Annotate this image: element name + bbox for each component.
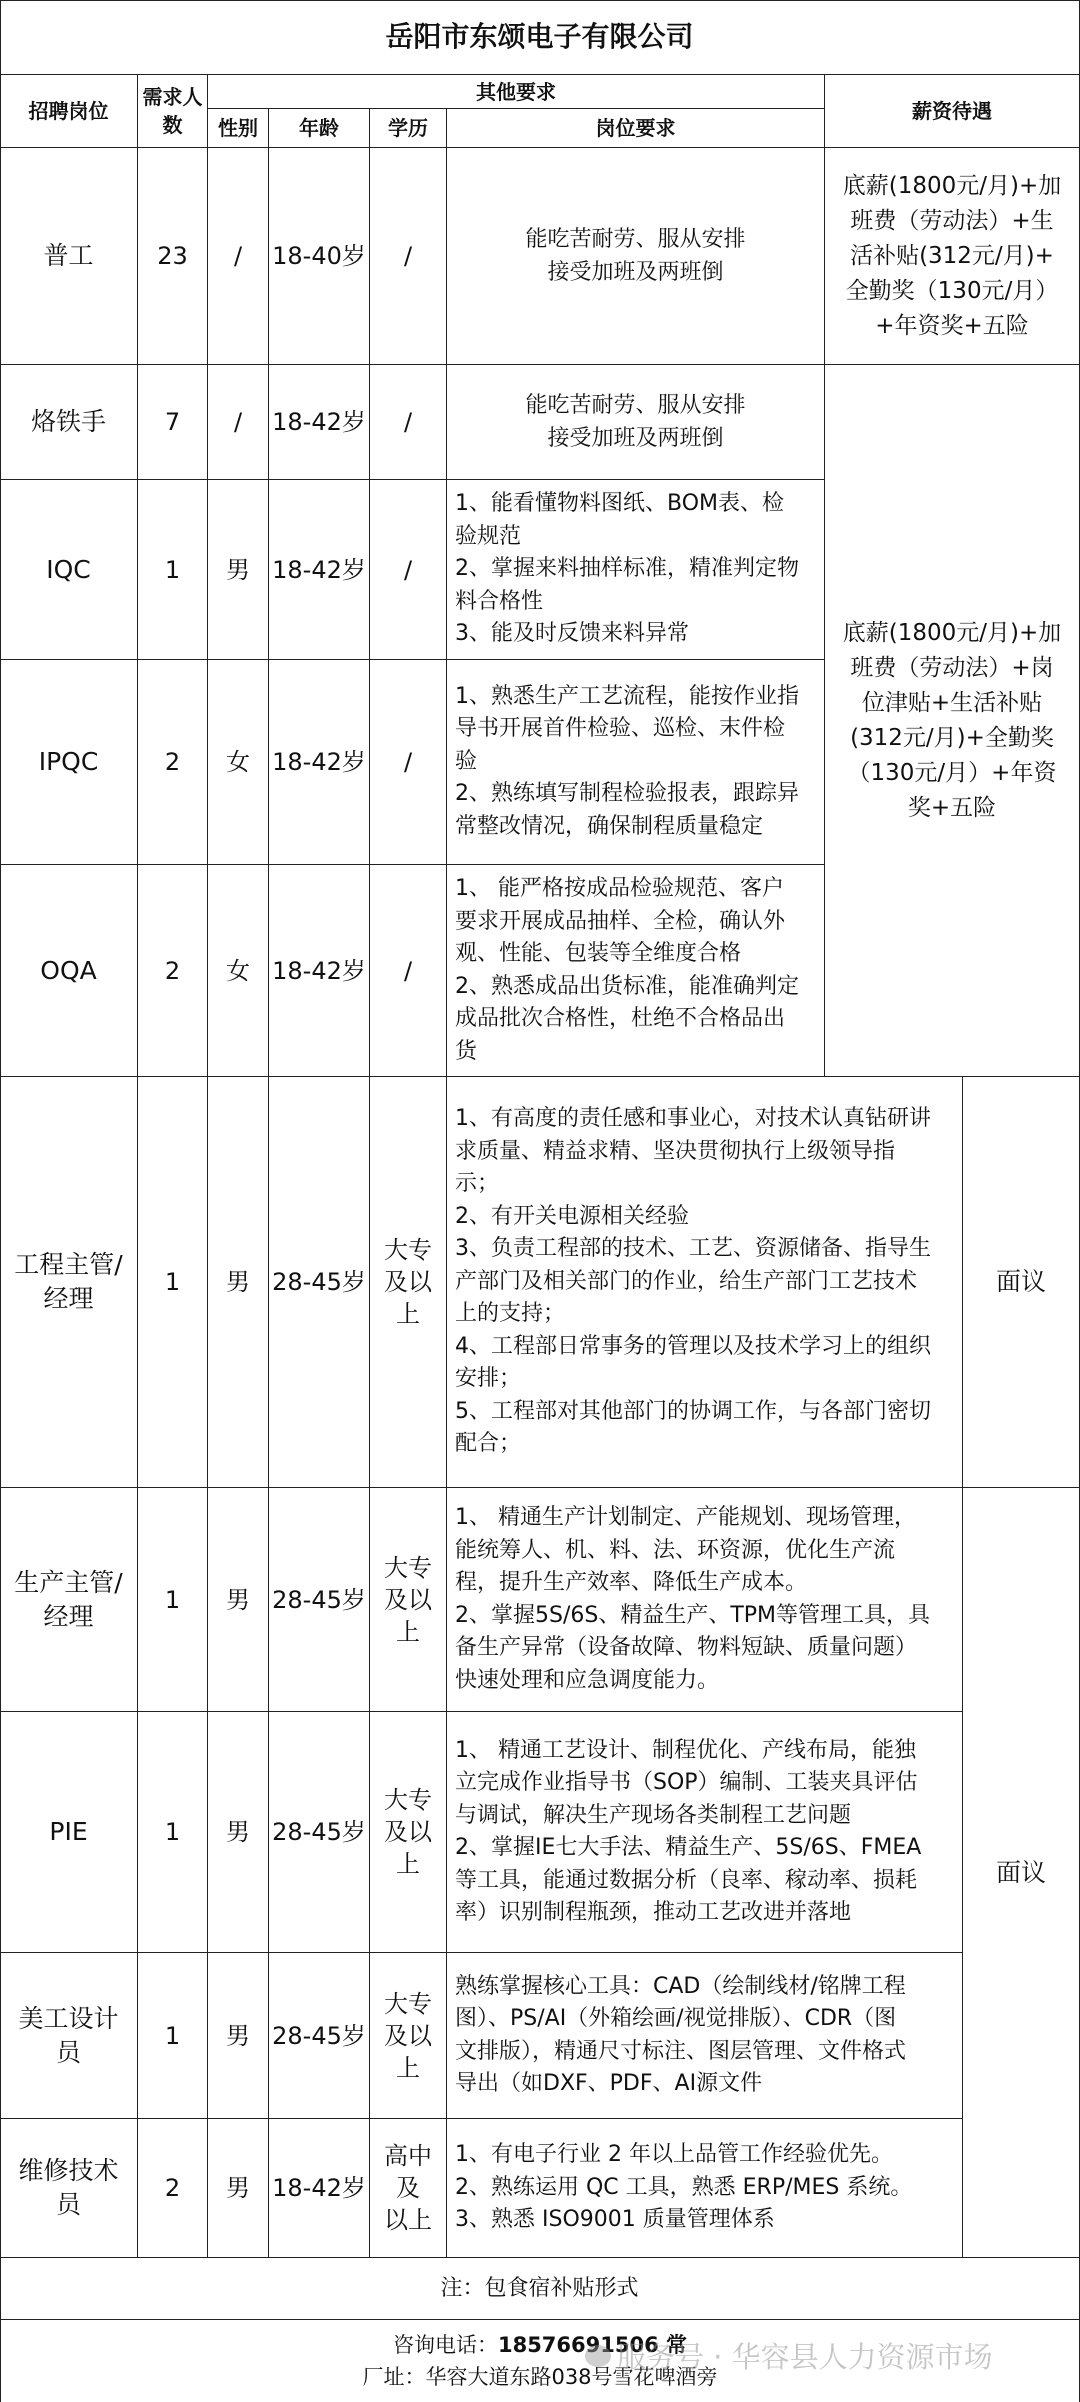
cell-requirements: 1、 精通生产计划制定、产能规划、现场管理， 能统筹人、机、料、法、环资源，优化生产流 程，提升生产效率、降低生产成本。 2、掌握5S/6S、精益生产、TPM等管理工具，具 备生产异常（设备故障、物料短缺、质量问题） 快速处理和应急调度能力。	[447, 1488, 963, 1712]
header-other-requirements: 其他要求	[208, 75, 825, 109]
cell-gender: 男	[208, 480, 269, 660]
cell-education: 大专 及以 上	[370, 1488, 447, 1712]
cell-position: 生产主管/ 经理	[0, 1488, 138, 1712]
cell-requirements: 1、有高度的责任感和事业心，对技术认真钻研讲 求质量、精益求精、坚决贯彻执行上级领导指 示； 2、有开关电源相关经验 3、负责工程部的技术、工艺、资源储备、指导生 产部门及相关部门的作业，给生产部门工艺技术 上的支持； 4、工程部日常事务的管理以及技术学习上的组织 安排； 5、工程部对其他部门的协调工作，与各部门密切 配合；	[447, 1077, 963, 1488]
cell-education: /	[370, 660, 447, 865]
cell-count: 2	[138, 2119, 208, 2258]
cell-salary: 底薪(1800元/月)+加 班费（劳动法）+生 活补贴(312元/月)+ 全勤奖（130元/月） +年资奖+五险	[825, 148, 1080, 365]
cell-gender: 女	[208, 660, 269, 865]
company-title: 岳阳市东颂电子有限公司	[0, 0, 1080, 75]
cell-age: 18-42岁	[269, 865, 370, 1077]
cell-education: 大专 及以 上	[370, 1712, 447, 1953]
cell-requirements: 1、熟悉生产工艺流程，能按作业指 导书开展首件检验、巡检、末件检 验 2、熟练填写制程检验报表，跟踪异 常整改情况，确保制程质量稳定	[447, 660, 825, 865]
cell-gender: /	[208, 365, 269, 480]
cell-age: 18-42岁	[269, 2119, 370, 2258]
cell-gender: 男	[208, 1488, 269, 1712]
cell-count: 1	[138, 1077, 208, 1488]
cell-position: IPQC	[0, 660, 138, 865]
header-age: 年龄	[269, 109, 370, 148]
cell-position: 美工设计 员	[0, 1953, 138, 2119]
cell-gender: 男	[208, 1712, 269, 1953]
cell-education: 高中 及 以上	[370, 2119, 447, 2258]
cell-requirements: 1、能看懂物料图纸、BOM表、检 验规范 2、掌握来料抽样标准，精准判定物 料合格性 3、能及时反馈来料异常	[447, 480, 825, 660]
cell-requirements: 能吃苦耐劳、服从安排 接受加班及两班倒	[447, 148, 825, 365]
cell-salary: 底薪(1800元/月)+加 班费（劳动法）+岗 位津贴+生活补贴 (312元/月)+全勤奖 （130元/月）+年资 奖+五险	[825, 365, 1080, 1077]
cell-requirements: 熟练掌握核心工具：CAD（绘制线材/铭牌工程 图）、PS/AI（外箱绘画/视觉排版）、CDR（图 文排版），精通尺寸标注、图层管理、文件格式 导出（如DXF、PDF、AI源文件	[447, 1953, 963, 2119]
cell-count: 2	[138, 865, 208, 1077]
cell-requirements: 1、 能严格按成品检验规范、客户 要求开展成品抽样、全检，确认外 观、性能、包装等全维度合格 2、熟悉成品出货标准，能准确判定 成品批次合格性，杜绝不合格品出 货	[447, 865, 825, 1077]
cell-age: 28-45岁	[269, 1488, 370, 1712]
cell-education: 大专 及以 上	[370, 1953, 447, 2119]
cell-requirements: 1、有电子行业 2 年以上品管工作经验优先。 2、熟练运用 QC 工具，熟悉 ERP/MES 系统。 3、熟悉 ISO9001 质量管理体系	[447, 2119, 963, 2258]
cell-position: OQA	[0, 865, 138, 1077]
cell-count: 1	[138, 1712, 208, 1953]
cell-salary: 面议	[963, 1488, 1080, 2258]
header-requirements: 岗位要求	[447, 109, 825, 148]
phone-number: 18576691506 常	[497, 2333, 688, 2357]
cell-position: 普工	[0, 148, 138, 365]
cell-position: 烙铁手	[0, 365, 138, 480]
cell-gender: 男	[208, 1953, 269, 2119]
phone-label: 咨询电话：	[392, 2333, 498, 2357]
cell-gender: 男	[208, 1077, 269, 1488]
cell-age: 28-45岁	[269, 1953, 370, 2119]
cell-count: 23	[138, 148, 208, 365]
cell-count: 1	[138, 1953, 208, 2119]
cell-age: 28-45岁	[269, 1712, 370, 1953]
header-education: 学历	[370, 109, 447, 148]
cell-gender: /	[208, 148, 269, 365]
cell-education: /	[370, 365, 447, 480]
cell-requirements: 1、 精通工艺设计、制程优化、产线布局，能独 立完成作业指导书（SOP）编制、工装夹具评估 与调试，解决生产现场各类制程工艺问题 2、掌握IE七大手法、精益生产、5S/6S、FMEA 等工具，能通过数据分析（良率、稼动率、损耗 率）识别制程瓶颈，推动工艺改进并落地	[447, 1712, 963, 1953]
cell-age: 18-42岁	[269, 660, 370, 865]
cell-education: /	[370, 148, 447, 365]
cell-gender: 女	[208, 865, 269, 1077]
cell-gender: 男	[208, 2119, 269, 2258]
cell-position: PIE	[0, 1712, 138, 1953]
cell-age: 18-42岁	[269, 480, 370, 660]
cell-education: /	[370, 480, 447, 660]
cell-count: 1	[138, 480, 208, 660]
note-text: 注：包食宿补贴形式	[0, 2258, 1080, 2320]
cell-count: 2	[138, 660, 208, 865]
header-gender: 性别	[208, 109, 269, 148]
header-count: 需求人 数	[138, 75, 208, 148]
header-position: 招聘岗位	[0, 75, 138, 148]
cell-position: 工程主管/ 经理	[0, 1077, 138, 1488]
wechat-icon	[585, 2345, 611, 2367]
watermark-text: 服务号 · 华容县人力资源市场	[617, 2340, 993, 2374]
cell-position: IQC	[0, 480, 138, 660]
watermark	[585, 2335, 993, 2376]
cell-age: 18-40岁	[269, 148, 370, 365]
header-salary: 薪资待遇	[825, 75, 1080, 148]
cell-count: 7	[138, 365, 208, 480]
cell-age: 28-45岁	[269, 1077, 370, 1488]
cell-age: 18-42岁	[269, 365, 370, 480]
cell-education: /	[370, 865, 447, 1077]
cell-position: 维修技术 员	[0, 2119, 138, 2258]
address-line: 厂址：华容大道东路038号雪花啤酒旁	[362, 2365, 718, 2389]
cell-count: 1	[138, 1488, 208, 1712]
cell-salary: 面议	[963, 1077, 1080, 1488]
cell-requirements: 能吃苦耐劳、服从安排 接受加班及两班倒	[447, 365, 825, 480]
cell-education: 大专 及以 上	[370, 1077, 447, 1488]
